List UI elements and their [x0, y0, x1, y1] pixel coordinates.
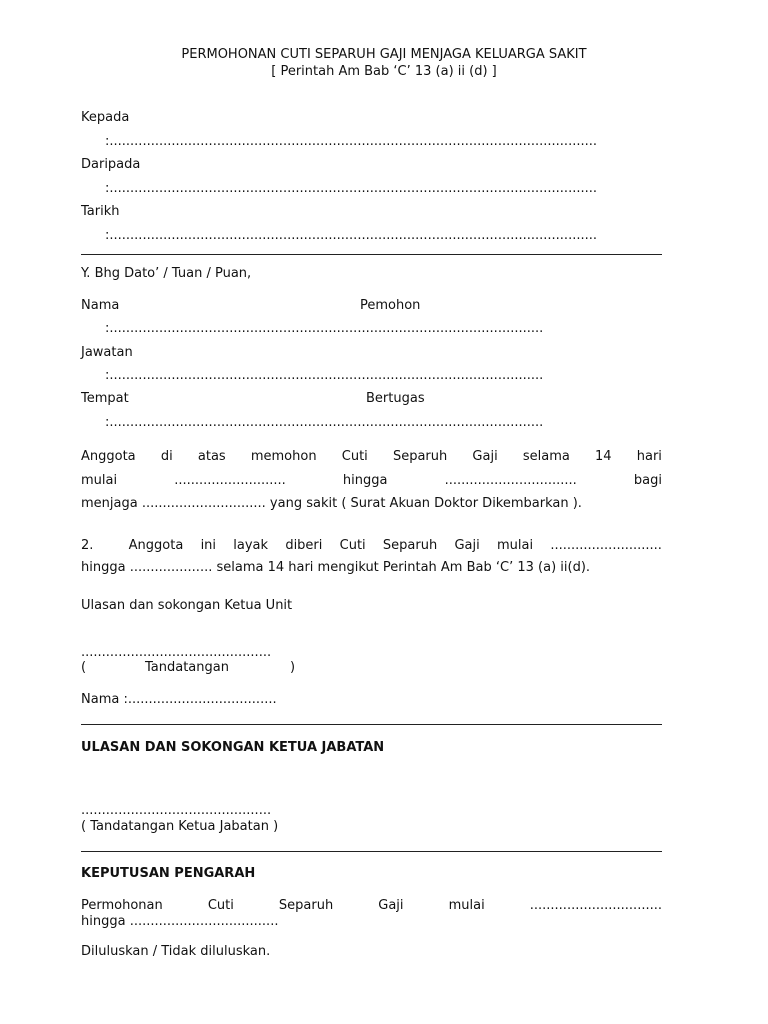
hingga-date-field[interactable]: ................................: [444, 473, 577, 488]
word: mulai: [81, 473, 118, 488]
word: memohon: [250, 449, 317, 464]
tarikh-label: Tarikh: [81, 204, 120, 219]
word: hari: [636, 449, 662, 464]
word: layak: [233, 538, 269, 553]
word: Cuti: [339, 538, 366, 553]
dept-signature-line[interactable]: ..............................................: [81, 803, 272, 818]
decision-mulai-field[interactable]: ................................: [529, 898, 662, 913]
unit-signature-label: Tandatangan: [145, 660, 229, 675]
word: Separuh: [392, 449, 448, 464]
word: Permohonan: [81, 898, 163, 913]
word: diberi: [285, 538, 323, 553]
mulai-date-field[interactable]: ...........................: [174, 473, 286, 488]
pemohon-label: Pemohon: [360, 298, 421, 313]
unit-signature-line[interactable]: ..............................................: [81, 645, 272, 660]
word: 14: [595, 449, 612, 464]
nama-label: Nama: [81, 298, 120, 313]
kepada-label: Kepada: [81, 110, 130, 125]
word: Anggota: [81, 449, 136, 464]
para2-line2: hingga .................... selama 14 hari mengikut Perintah Am Bab ‘C’ 13 (a) ii(d).: [81, 560, 591, 575]
decision-heading: KEPUTUSAN PENGARAH: [81, 866, 256, 881]
word: Cuti: [341, 449, 368, 464]
para1-line3: menjaga .............................. yang sakit ( Surat Akuan Doktor Dikembarkan ).: [81, 496, 582, 511]
unit-signature-open: (: [81, 660, 87, 675]
word: ini: [200, 538, 217, 553]
word: Anggota: [128, 538, 184, 553]
para1-line1: [81, 449, 662, 465]
unit-signature-close: ): [290, 660, 296, 675]
word: bagi: [633, 473, 662, 488]
word: hingga: [342, 473, 388, 488]
decision-line1: [81, 898, 662, 914]
jawatan-label: Jawatan: [81, 345, 133, 360]
decision-hingga-field[interactable]: hingga ....................................: [81, 914, 279, 929]
word: Separuh: [278, 898, 334, 913]
jawatan-field[interactable]: :.........................................................................................................: [105, 368, 544, 383]
form-subtitle: [ Perintah Am Bab ‘C’ 13 (a) ii (d) ]: [271, 64, 497, 79]
decision-status: Diluluskan / Tidak diluluskan.: [81, 944, 271, 959]
nama-field[interactable]: :.........................................................................................................: [105, 321, 544, 336]
daripada-field[interactable]: :......................................................................................................................: [105, 181, 597, 196]
word: Gaji: [472, 449, 498, 464]
para2-line1: [81, 538, 662, 554]
divider: [81, 254, 662, 255]
word: di: [160, 449, 173, 464]
dept-signature-label: ( Tandatangan Ketua Jabatan ): [81, 819, 279, 834]
word: atas: [197, 449, 226, 464]
form-title: PERMOHONAN CUTI SEPARUH GAJI MENJAGA KELUARGA SAKIT: [181, 47, 587, 62]
dept-heading: ULASAN DAN SOKONGAN KETUA JABATAN: [81, 740, 385, 755]
bertugas-label: Bertugas: [366, 391, 425, 406]
divider: [81, 851, 662, 852]
salutation: Y. Bhg Dato’ / Tuan / Puan,: [81, 266, 252, 281]
para1-line2: [81, 473, 662, 489]
word: mulai: [448, 898, 485, 913]
word: selama: [522, 449, 570, 464]
tempat-label: Tempat: [81, 391, 129, 406]
eligible-date-field[interactable]: ...........................: [550, 538, 662, 553]
tempat-field[interactable]: :.........................................................................................................: [105, 415, 544, 430]
word: Separuh: [382, 538, 438, 553]
word: mulai: [496, 538, 534, 553]
para-number: 2.: [81, 538, 94, 553]
word: Gaji: [378, 898, 404, 913]
unit-nama-field[interactable]: Nama :....................................: [81, 692, 277, 707]
unit-heading: Ulasan dan sokongan Ketua Unit: [81, 598, 293, 613]
tarikh-field[interactable]: :......................................................................................................................: [105, 228, 597, 243]
kepada-field[interactable]: :......................................................................................................................: [105, 134, 597, 149]
word: Gaji: [454, 538, 480, 553]
daripada-label: Daripada: [81, 157, 141, 172]
divider: [81, 724, 662, 725]
word: Cuti: [207, 898, 234, 913]
